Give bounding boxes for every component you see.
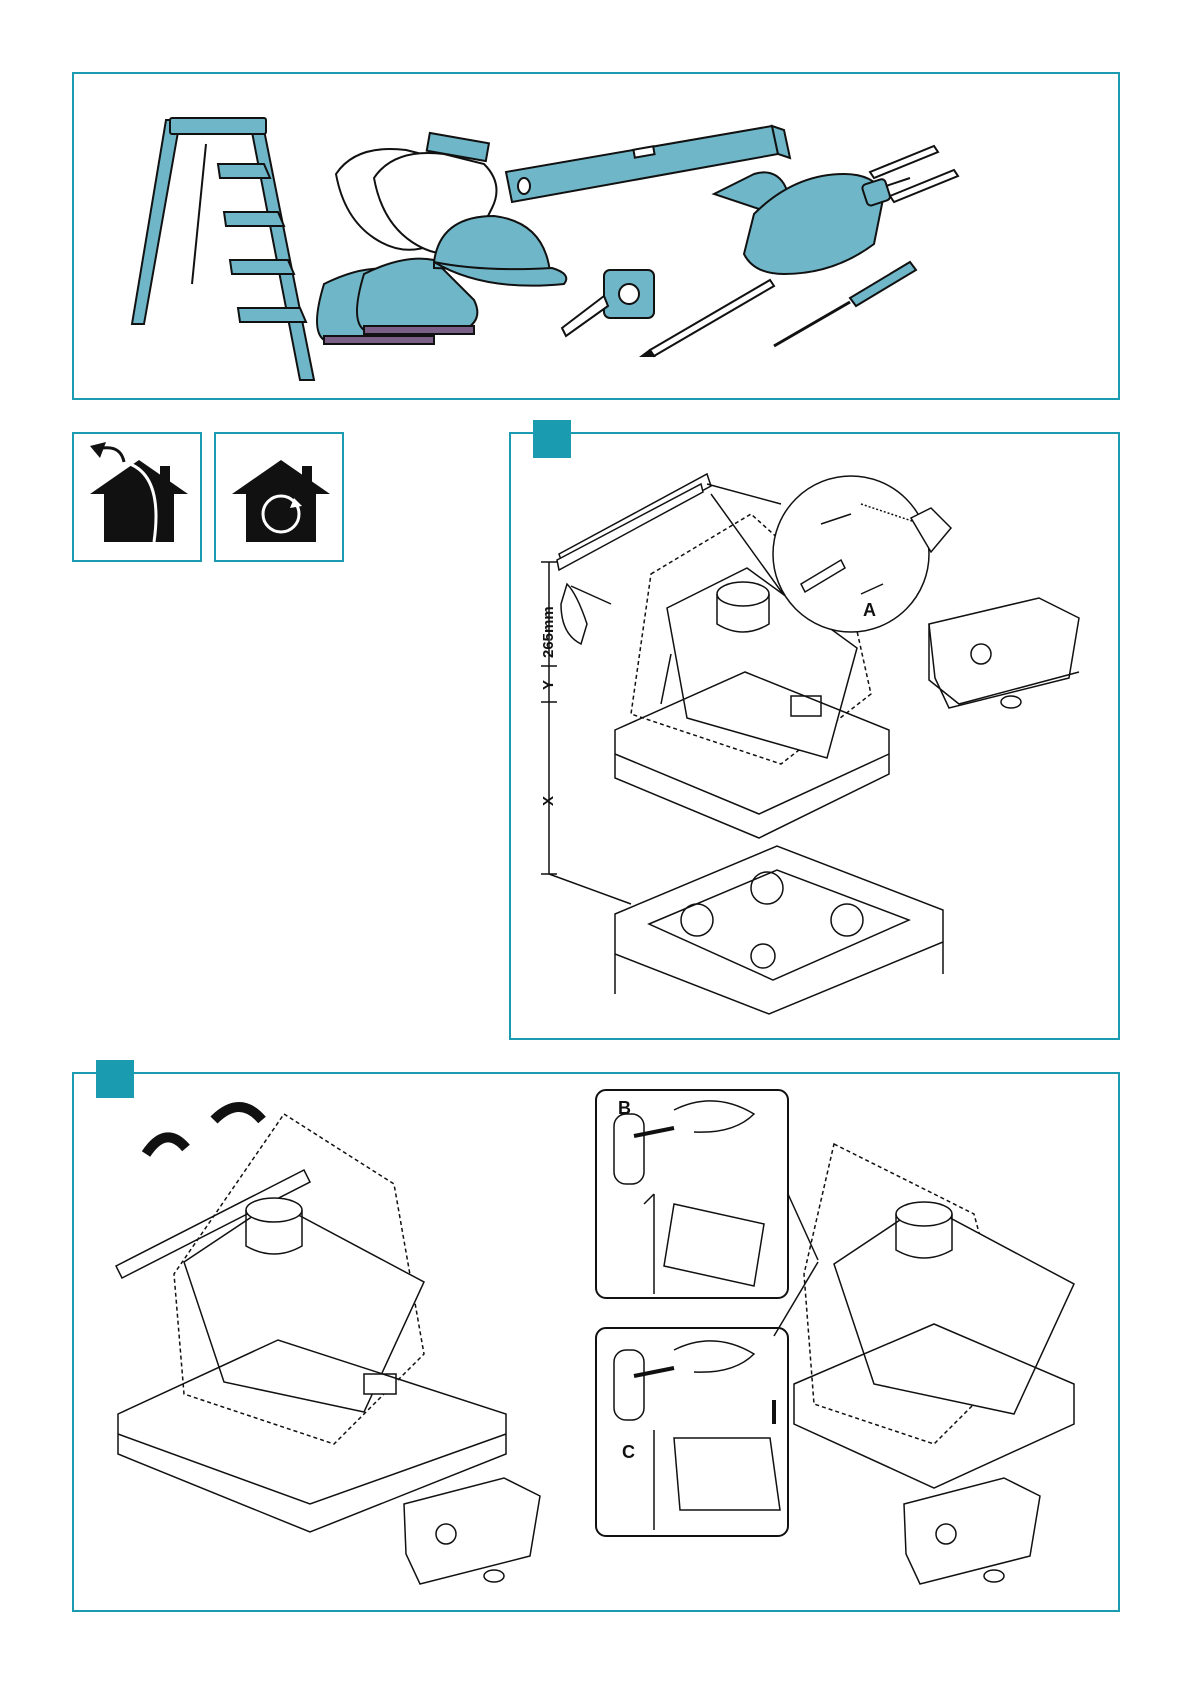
callout-a-label: A xyxy=(863,600,876,620)
step-ladder-icon xyxy=(132,118,314,380)
drill-icon xyxy=(714,172,910,274)
gas-hob-icon xyxy=(615,846,943,1014)
dimension-y-label: Y xyxy=(540,679,557,690)
callout-b-label: B xyxy=(618,1098,631,1118)
hood-thumbnail-icon xyxy=(929,598,1079,708)
callout-c-label: C xyxy=(622,1442,635,1462)
tools-panel xyxy=(72,72,1120,400)
hand-icon xyxy=(561,584,587,644)
hard-hat-icon xyxy=(434,216,566,286)
hood-thumbnail-left-icon xyxy=(404,1478,540,1584)
step1-panel xyxy=(509,432,1120,1040)
wall-bracket-icon xyxy=(557,474,711,570)
tape-measure-icon xyxy=(562,270,654,336)
hood-installed-icon xyxy=(774,1144,1074,1488)
house-recirculation-icon xyxy=(216,434,346,564)
extraction-mode-panel xyxy=(72,432,202,562)
hood-thumbnail-right-icon xyxy=(904,1478,1040,1584)
hood-hanging-icon xyxy=(116,1107,506,1532)
pencil-icon xyxy=(642,280,774,356)
dimension-x-label: X xyxy=(540,795,557,806)
detail-box-c xyxy=(596,1328,788,1536)
step2-panel xyxy=(72,1072,1120,1612)
house-extraction-icon xyxy=(74,434,204,564)
recirculation-mode-panel xyxy=(214,432,344,562)
dimension-265mm-label: 265mm xyxy=(540,606,557,658)
detail-box-b xyxy=(596,1090,788,1298)
